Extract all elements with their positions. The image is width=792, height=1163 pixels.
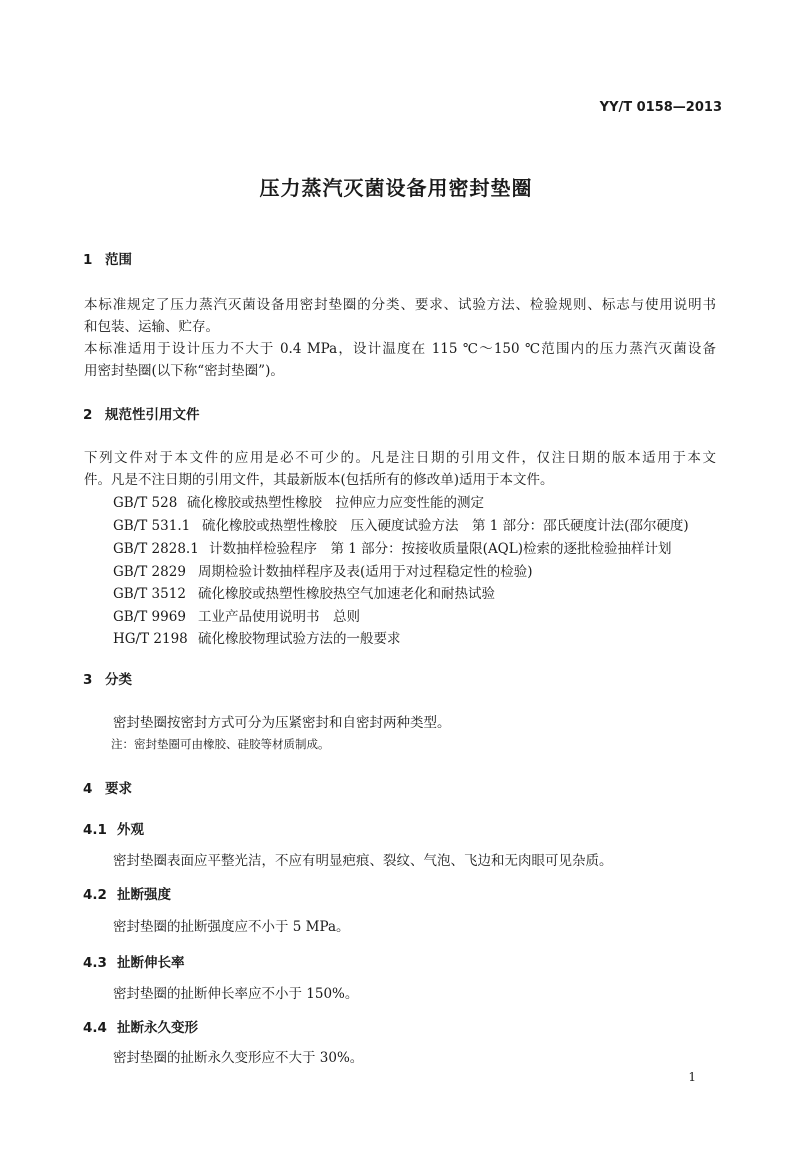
section-title: 规范性引用文件 [105,407,200,423]
reference-title: 硫化橡胶或热塑性橡胶热空气加速老化和耐热试验 [198,586,495,602]
subsection-title: 扯断伸长率 [117,955,185,971]
subsection-number: 4.3 [83,955,107,971]
subsection-title: 扯断永久变形 [117,1020,198,1036]
paragraph-line: 件。凡是不注日期的引用文件，其最新版本(包括所有的修改单)适用于本文件。 [84,472,554,488]
reference-title: 计数抽样检验程序 第 1 部分：按接收质量限(AQL)检索的逐批检验抽样计划 [209,541,672,557]
paragraph-line: 本标准规定了压力蒸汽灭菌设备用密封垫圈的分类、要求、试验方法、检验规则、标志与使用说明书 [84,297,716,313]
normative-reference [113,627,401,647]
subsection-title: 扯断强度 [117,887,171,903]
section-1-heading [83,248,132,268]
reference-code: HG/T 2198 [113,631,188,647]
section-number: 1 [83,252,93,268]
subsection-number: 4.1 [83,822,107,838]
reference-code: GB/T 3512 [113,586,186,602]
normative-reference [113,537,672,557]
reference-title: 硫化橡胶或热塑性橡胶 压入硬度试验方法 第 1 部分：邵氏硬度计法(邵尔硬度) [202,518,689,534]
normative-reference [113,514,689,534]
section-3-heading [83,668,132,688]
reference-code: GB/T 2829 [113,564,186,580]
section-title: 范围 [105,252,132,268]
page-number: 1 [688,1070,696,1084]
subsection-heading [83,951,185,971]
reference-title: 硫化橡胶或热塑性橡胶 拉伸应力应变性能的测定 [187,495,484,511]
standard-code: YY/T 0158—2013 [599,100,722,115]
section-2-heading [83,403,200,423]
subsection-number: 4.4 [83,1020,107,1036]
paragraph-line: 密封垫圈的扯断伸长率应不小于 150%。 [113,986,359,1002]
subsection-number: 4.2 [83,887,107,903]
section-number: 4 [83,781,93,797]
section-4-heading [83,777,132,797]
section-title: 分类 [105,672,132,688]
paragraph-line: 密封垫圈按密封方式可分为压紧密封和自密封两种类型。 [113,715,451,731]
section-number: 3 [83,672,93,688]
subsection-title: 外观 [117,822,144,838]
paragraph-line: 用密封垫圈(以下称“密封垫圈”)。 [84,363,284,379]
paragraph-line: 下列文件对于本文件的应用是必不可少的。凡是注日期的引用文件，仅注日期的版本适用于本文 [84,450,716,466]
paragraph-line: 密封垫圈的扯断永久变形应不大于 30%。 [113,1050,364,1066]
reference-title: 工业产品使用说明书 总则 [198,609,360,625]
reference-title: 硫化橡胶物理试验方法的一般要求 [198,631,401,647]
reference-code: GB/T 528 [113,495,178,511]
subsection-heading [83,883,171,903]
paragraph-line: 密封垫圈的扯断强度应不小于 5 MPa。 [113,919,350,935]
normative-reference [113,605,360,625]
paragraph-line: 密封垫圈表面应平整光洁，不应有明显疤痕、裂纹、气泡、飞边和无肉眼可见杂质。 [113,853,613,869]
normative-reference [113,491,484,511]
reference-code: GB/T 9969 [113,609,186,625]
paragraph-line: 本标准适用于设计压力不大于 0.4 MPa，设计温度在 115 ℃～150 ℃范围内的压力蒸汽灭菌设备 [84,341,716,357]
document-title: 压力蒸汽灭菌设备用密封垫圈 [259,176,533,200]
subsection-heading [83,818,144,838]
section-number: 2 [83,407,93,423]
note-text: 注：密封垫圈可由橡胶、硅胶等材质制成。 [111,737,330,751]
normative-reference [113,560,533,580]
reference-title: 周期检验计数抽样程序及表(适用于对过程稳定性的检验) [198,564,533,580]
normative-reference [113,582,495,602]
paragraph-line: 和包装、运输、贮存。 [84,319,219,335]
subsection-heading [83,1016,198,1036]
reference-code: GB/T 531.1 [113,518,191,534]
reference-code: GB/T 2828.1 [113,541,199,557]
section-title: 要求 [105,781,132,797]
